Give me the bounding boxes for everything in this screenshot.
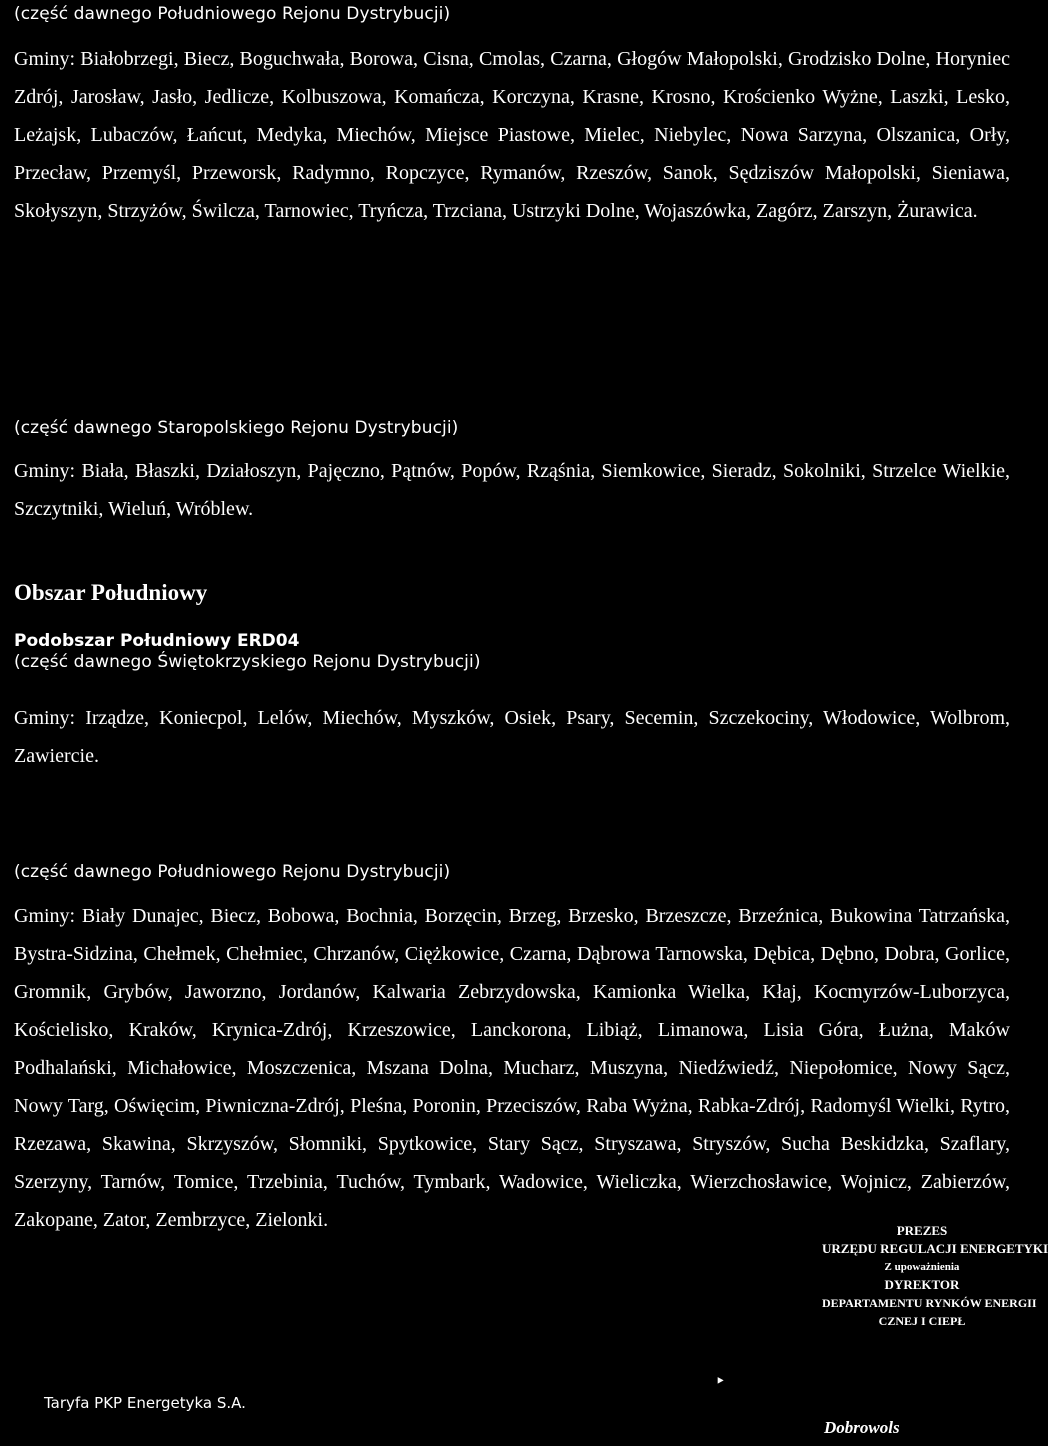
gminy-list-4: Gminy: Biały Dunajec, Biecz, Bobowa, Bochnia, Borzęcin, Brzeg, Brzesko, Brzeszcze, Brzeźnica, Bukowina Tatrzańska, Bystra-Sidzina, Chełmek, Chełmiec, Chrzanów, Ciężkowice, Czarna, Dąbrowa Tarnowska, Dębica, Dębno, Dobra, Gorlice, Gromnik, Grybów, Jaworzno, Jordanów, Kalwaria Zebrzydowska, Kamionka Wielka, Kłaj, Kocmyrzów-Luborzyca, Kościelisko, Kraków, Krynica-Zdrój, Krzeszowice, Lanckorona, Libiąż, Limanowa, Lisia Góra, Łużna, Maków Podhalański, Michałowice, Moszczenica, Mszana Dolna, Mucharz, Muszyna, Niedźwiedź, Niepołomice, Nowy Sącz, Nowy Targ, Oświęcim, Piwniczna-Zdrój, Pleśna, Poronin, Przeciszów, Raba Wyżna, Rabka-Zdrój, Radomyśl Wielki, Rytro, Rzezawa, Skawina, Skrzyszów, Słomniki, Spytkowice, Stary Sącz, Stryszawa, Stryszów, Sucha Beskidzka, Szaflary, Szerzyny, Tarnów, Tomice, Trzebinia, Tuchów, Tymbark, Wadowice, Wieliczka, Wierzchosławice, Wojnicz, Zabierzów, Zakopane, Zator, Zembrzyce, Zielonki.	[14, 905, 1010, 1231]
official-stamp	[822, 1222, 1048, 1330]
stray-mark: ‣	[715, 1371, 726, 1391]
stamp-line-4: DYREKTOR	[884, 1277, 960, 1292]
region-note-3: (część dawnego Świętokrzyskiego Rejonu Dystrybucji)	[14, 652, 481, 672]
region-note-1: (część dawnego Południowego Rejonu Dystrybucji)	[14, 4, 451, 24]
stamp-line-3: Z upoważnienia	[884, 1261, 960, 1273]
gminy-list-3: Gminy: Irządze, Koniecpol, Lelów, Miechów, Myszków, Osiek, Psary, Secemin, Szczekociny, Włodowice, Wolbrom, Zawiercie.	[14, 707, 1010, 767]
gminy-list-1: Gminy: Białobrzegi, Biecz, Boguchwała, Borowa, Cisna, Cmolas, Czarna, Głogów Małopolski, Grodzisko Dolne, Horyniec Zdrój, Jarosław, Jasło, Jedlicze, Kolbuszowa, Komańcza, Korczyna, Krasne, Krosno, Krościenko Wyżne, Laszki, Lesko, Leżajsk, Lubaczów, Łańcut, Medyka, Miechów, Miejsce Piastowe, Mielec, Niebylec, Nowa Sarzyna, Olszanica, Orły, Przecław, Przemyśl, Przeworsk, Radymno, Ropczyce, Rymanów, Rzeszów, Sanok, Sędziszów Małopolski, Sieniawa, Skołyszyn, Strzyżów, Świlcza, Tarnowiec, Tryńcza, Trzciana, Ustrzyki Dolne, Wojaszówka, Zagórz, Zarszyn, Żurawica.	[14, 48, 1010, 222]
stamp-line-1: PREZES	[896, 1223, 948, 1238]
stamp-line-2: URZĘDU REGULACJI ENERGETYKI	[822, 1241, 1048, 1256]
stamp-line-5: DEPARTAMENTU RYNKÓW ENERGII	[822, 1296, 1037, 1310]
area-heading: Obszar Południowy	[14, 580, 208, 605]
stamp-line-6: CZNEJ I CIEPŁ	[878, 1314, 966, 1328]
region-note-2: (część dawnego Staropolskiego Rejonu Dystrybucji)	[14, 418, 459, 438]
gminy-list-2: Gminy: Biała, Błaszki, Działoszyn, Pajęczno, Pątnów, Popów, Rząśnia, Siemkowice, Sieradz, Sokolniki, Strzelce Wielkie, Szczytniki, Wieluń, Wróblew.	[14, 460, 1010, 520]
document-footer: Taryfa PKP Energetyka S.A.	[44, 1394, 246, 1412]
region-note-4: (część dawnego Południowego Rejonu Dystrybucji)	[14, 862, 451, 882]
signature: Dobrowols	[824, 1418, 900, 1437]
subarea-heading: Podobszar Południowy ERD04	[14, 631, 300, 651]
